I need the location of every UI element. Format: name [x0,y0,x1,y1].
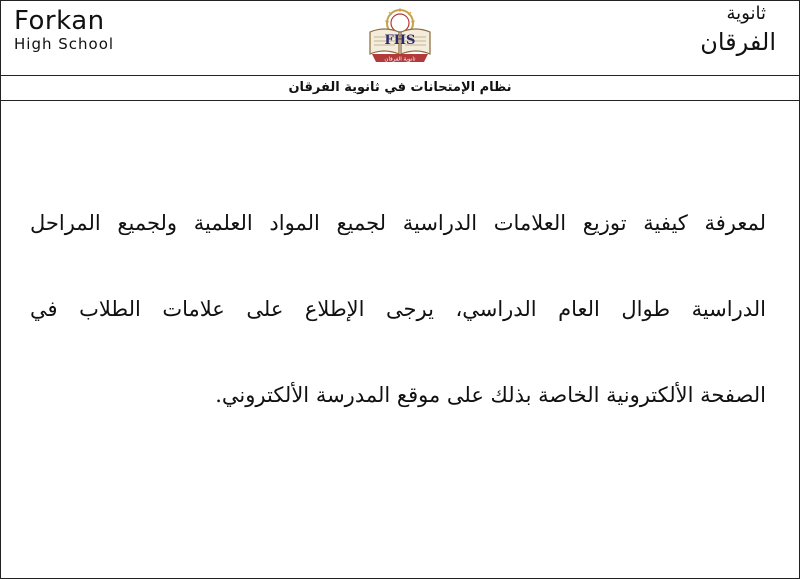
logo-caption: ثانوية الفرقان [384,56,416,63]
logo-letters: FHS [384,33,416,48]
brand-arabic-line1: ثانوية [726,3,766,24]
subtitle-bar [0,75,800,101]
school-logo [364,6,436,64]
brand-english [14,6,144,53]
body-line-2: الدراسية طوال العام الدراسي، يرجى الإطلاع على علامات الطلاب في [30,297,766,321]
body-line-3: الصفحة الألكترونية الخاصة بذلك على موقع المدرسة الألكتروني. [215,383,766,407]
brand-arabic [656,2,776,58]
page-subtitle: نظام الإمتحانات في ثانوية الفرقان [288,80,512,95]
page-header [0,0,800,75]
brand-english-name: Forkan [14,6,105,36]
body-text [30,180,766,438]
body-line-1: لمعرفة كيفية توزيع العلامات الدراسية لجميع المواد العلمية ولجميع المراحل [30,211,766,235]
open-book-crest-icon [364,6,436,64]
brand-english-subtitle: High School [14,35,115,53]
brand-arabic-line2: الفرقان [700,28,776,56]
